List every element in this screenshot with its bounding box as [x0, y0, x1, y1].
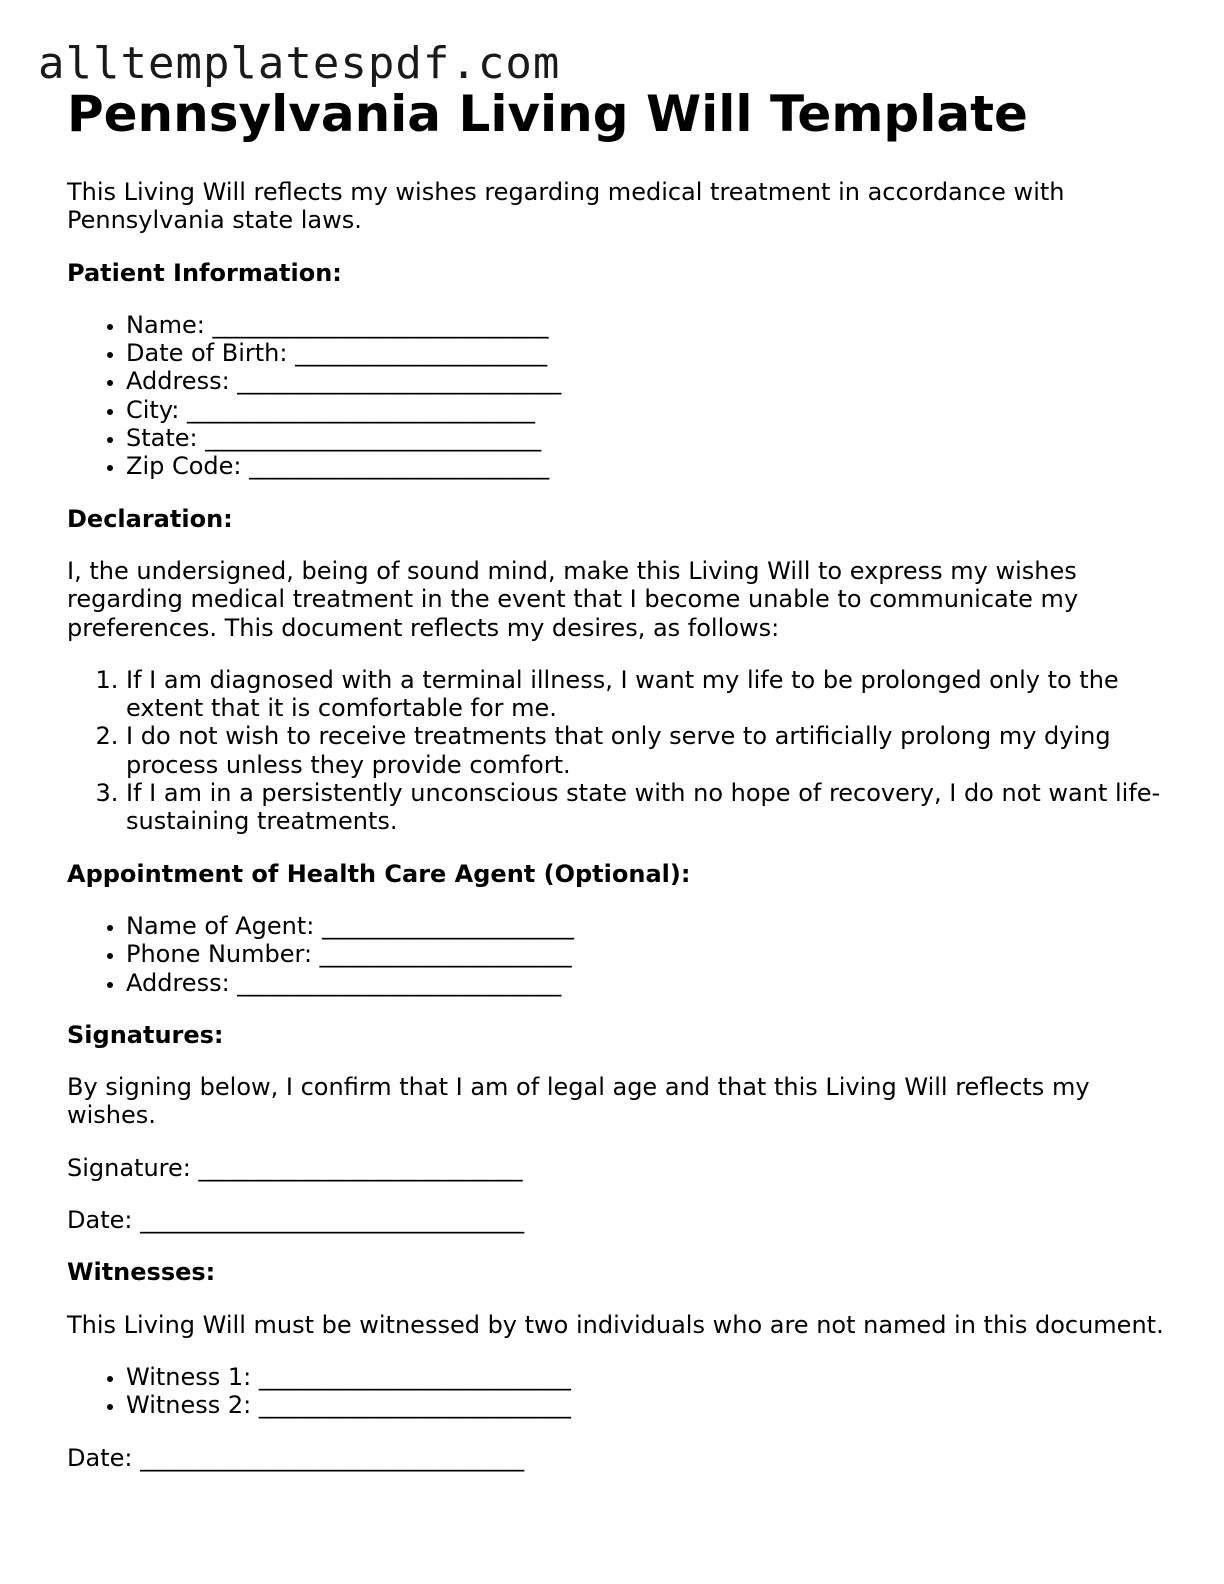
watermark: alltemplatespdf.com	[38, 38, 561, 89]
agent-address-field[interactable]: • Address: ___________________________	[126, 969, 1167, 997]
witness-date-field[interactable]: Date: ________________________________	[67, 1443, 525, 1472]
witnesses-paragraph: This Living Will must be witnessed by two individuals who are not named in this document.	[67, 1310, 1164, 1339]
declaration-item: 3. If I am in a persistently unconscious state with no hope of recovery, I do not want life-sustaining treatments.	[126, 779, 1167, 836]
patient-info-heading: Patient Information:	[67, 258, 342, 287]
patient-state-field[interactable]: • State: ____________________________	[126, 424, 1167, 452]
patient-info-list	[67, 311, 1167, 481]
declaration-item: 1. If I am diagnosed with a terminal illness, I want my life to be prolonged only to the extent that it is comfortable for me.	[126, 666, 1167, 723]
agent-list	[67, 912, 1167, 997]
patient-dob-field[interactable]: • Date of Birth: _____________________	[126, 339, 1167, 367]
patient-city-field[interactable]: • City: _____________________________	[126, 396, 1167, 424]
signatures-paragraph: By signing below, I confirm that I am of legal age and that this Living Will reflects my wishes.	[67, 1073, 1090, 1130]
declaration-list	[67, 666, 1167, 836]
signatures-heading: Signatures:	[67, 1020, 224, 1049]
document-title: Pennsylvania Living Will Template	[67, 85, 1028, 143]
patient-name-field[interactable]: • Name: ____________________________	[126, 311, 1167, 339]
intro-paragraph: This Living Will reflects my wishes regarding medical treatment in accordance with Pennsylvania state laws.	[67, 178, 1065, 235]
agent-phone-field[interactable]: • Phone Number: _____________________	[126, 940, 1167, 968]
patient-zip-field[interactable]: • Zip Code: _________________________	[126, 452, 1167, 480]
agent-heading: Appointment of Health Care Agent (Optional):	[67, 859, 691, 888]
witness-2-field[interactable]: • Witness 2: __________________________	[126, 1391, 1167, 1419]
signature-field[interactable]: Signature: ___________________________	[67, 1153, 523, 1182]
signature-date-field[interactable]: Date: ________________________________	[67, 1206, 525, 1235]
agent-name-field[interactable]: • Name of Agent: _____________________	[126, 912, 1167, 940]
document-page	[67, 84, 1167, 1472]
declaration-item: 2. I do not wish to receive treatments that only serve to artificially prolong my dying process unless they provide comfort.	[126, 722, 1167, 779]
declaration-heading: Declaration:	[67, 504, 233, 533]
declaration-paragraph: I, the undersigned, being of sound mind, make this Living Will to express my wishes regarding medical treatment in the event that I become unable to communicate my preferences. This document reflects my desires, as follows:	[67, 556, 1079, 642]
witnesses-heading: Witnesses:	[67, 1258, 216, 1287]
witnesses-list	[67, 1363, 1167, 1420]
witness-1-field[interactable]: • Witness 1: __________________________	[126, 1363, 1167, 1391]
patient-address-field[interactable]: • Address: ___________________________	[126, 367, 1167, 395]
